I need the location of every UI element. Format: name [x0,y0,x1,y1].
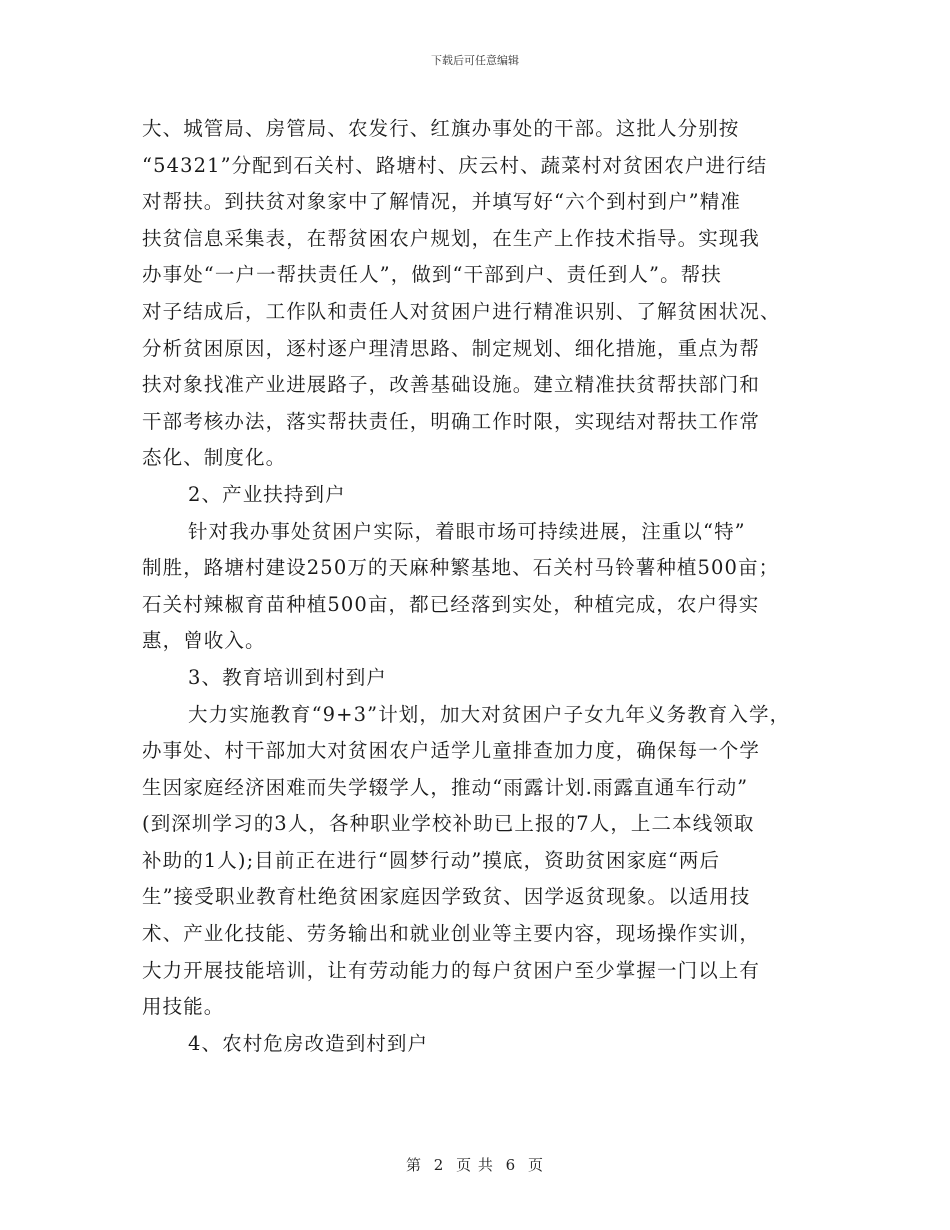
page-footer [0,1154,950,1175]
text-line: (到深圳学习的3人，各种职业学校补助已上报的7人，上二本线领取 [142,812,755,836]
text-line: 对子结成后，工作队和责任人对贫困户进行精准识别、了解贫困状况、 [142,299,781,323]
text-line: 态化、制度化。 [142,446,287,470]
text-line: 扶对象找准产业进展路子，改善基础设施。建立精准扶贫帮扶部门和 [142,373,761,397]
footer-page-number: 2 [433,1156,445,1174]
footer-mid: 页 共 [456,1156,494,1174]
text-line: 扶贫信息采集表，在帮贫困农户规划，在生产上作技术指导。实现我 [142,226,761,250]
text-line: 用技能。 [142,995,225,1019]
text-line: “54321”分配到石关村、路塘村、庆云村、蔬菜村对贫困农户进行结 [142,153,768,177]
text-line: 生”接受职业教育杜绝贫困家庭因学致贫、因学返贫现象。以适用技 [142,885,751,909]
text-line: 生因家庭经济困难而失学辍学人，推动“雨露计划.雨露直通车行动” [142,775,749,799]
body-text [142,111,822,1062]
text-line: 针对我办事处贫困户实际，着眼市场可持续进展，注重以“特” [188,519,746,543]
text-line: 制胜，路塘村建设250万的天麻种繁基地、石关村马铃薯种植500亩； [142,556,780,580]
text-line: 2、产业扶持到户 [188,482,346,506]
text-line: 大、城管局、房管局、农发行、红旗办事处的干部。这批人分别按 [142,117,740,140]
text-line: 3、教育培训到村到户 [188,665,387,689]
text-line: 办事处“一户一帮扶责任人”，做到“干部到户、责任到人”。帮扶 [142,263,722,287]
footer-total-pages: 6 [505,1156,517,1174]
footer-prefix: 第 [405,1156,422,1174]
text-line: 大力开展技能培训，让有劳动能力的每户贫困户至少掌握一门以上有 [142,958,761,982]
text-line: 惠，曾收入。 [142,629,266,653]
text-line: 石关村辣椒育苗种植500亩，都已经落到实处，种植完成，农户得实 [142,592,760,616]
text-line: 补助的1人);目前正在进行“圆梦行动”摸底，资助贫困家庭“两后 [142,848,721,872]
text-line: 办事处、村干部加大对贫困农户适学儿童排查加力度，确保每一个学 [142,739,761,763]
text-line: 干部考核办法，落实帮扶责任，明确工作时限，实现结对帮扶工作常 [142,409,761,433]
text-line: 大力实施教育“9+3”计划，加大对贫困户子女九年义务教育入学， [188,702,791,726]
text-line: 分析贫困原因，逐村逐户理清思路、制定规划、细化措施，重点为帮 [142,336,761,360]
text-line: 对帮扶。到扶贫对象家中了解情况，并填写好“六个到村到户”精准 [142,190,741,214]
footer-suffix: 页 [528,1156,545,1174]
text-line: 术、产业化技能、劳务输出和就业创业等主要内容，现场操作实训， [142,922,761,946]
text-line: 4、农村危房改造到村到户 [188,1031,429,1055]
page-header-note: 下载后可任意编辑 [431,54,519,67]
